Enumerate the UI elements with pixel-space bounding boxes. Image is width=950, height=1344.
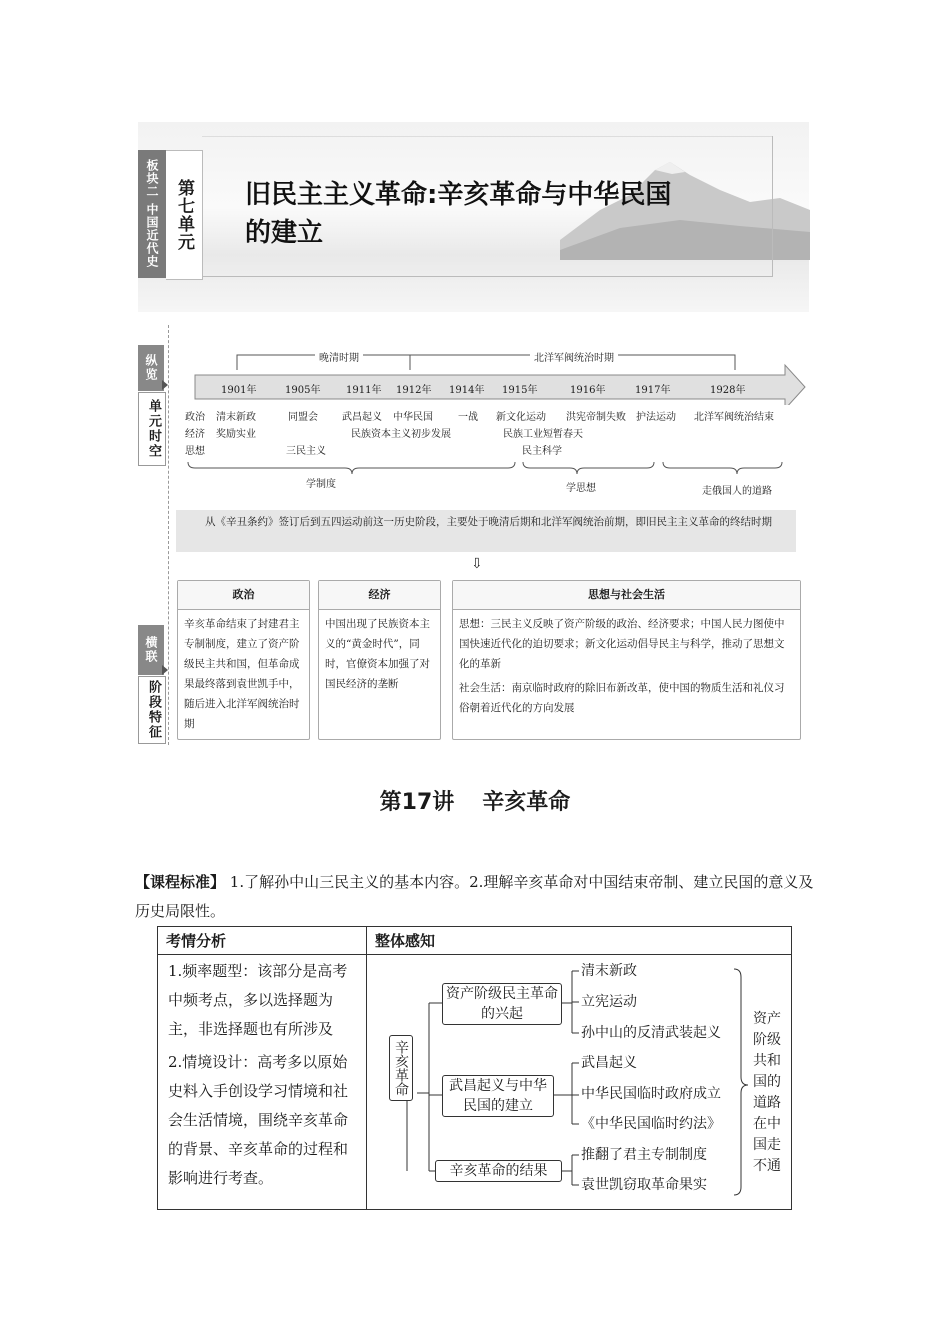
year-label: 1912年: [396, 385, 432, 396]
event: 三民主义: [286, 446, 326, 457]
mindmap-root: 辛亥革命: [389, 1035, 413, 1101]
lecture-name: 辛亥革命: [482, 790, 571, 815]
event: 洪宪帝制失败: [566, 412, 626, 423]
event: 清末新政: [216, 412, 256, 423]
mindmap: [367, 955, 791, 1209]
row-label-thought: 思想: [185, 446, 205, 457]
event: 护法运动: [636, 412, 676, 423]
card-politics: [177, 580, 310, 740]
unit-title: [245, 176, 745, 252]
down-arrow-icon: ⇩: [471, 556, 483, 572]
year-label: 1905年: [285, 385, 321, 396]
mindmap-branch-wuchang: 武昌起义与中华民国的建立: [442, 1075, 554, 1117]
table-header-overview: 整体感知: [367, 927, 792, 955]
card-thought-society: [452, 580, 801, 740]
side-dashed-line: [168, 325, 169, 745]
lecture-title: [0, 785, 950, 816]
table-header-analysis: 考情分析: [158, 927, 367, 955]
mindmap-item: 孙中山的反清武装起义: [581, 1025, 721, 1041]
card-thought-body-1: 思想：三民主义反映了资产阶级的政治、经济要求；中国人民力图使中国快速近代化的迫切要求；新文化运动倡导民主与科学，推动了思想文化的革新: [459, 618, 785, 670]
analysis-cell: [158, 955, 367, 1210]
event: 中华民国: [393, 412, 433, 423]
card-politics-title: 政治: [178, 581, 309, 610]
course-standard-label: 【课程标准】: [135, 873, 226, 891]
event: 民族工业短暂春天: [503, 429, 583, 440]
row-label-economy: 经济: [185, 429, 205, 440]
card-economy-title: 经济: [319, 581, 440, 610]
analysis-context: 2.情境设计：高考多以原始史料入手创设学习情境和社会生活情境，围绕辛亥革命的背景、辛亥革命的过程和影响进行考查。: [168, 1053, 349, 1187]
event: 民主科学: [522, 446, 562, 457]
period-late-qing: 晚清时期: [315, 349, 363, 364]
banner-bottom-line: [202, 276, 772, 277]
brace-label-thought: 学思想: [566, 483, 596, 494]
brace-lines: [185, 460, 795, 482]
banner-right-line: [772, 136, 773, 277]
mindmap-item: 清末新政: [581, 963, 637, 979]
card-economy-body: 中国出现了民族资本主义的“黄金时代”，同时，官僚资本加强了对国民经济的垄断: [325, 618, 430, 690]
brace-label-russia: 走俄国人的道路: [702, 486, 772, 497]
banner-top-line: [202, 136, 772, 137]
mindmap-branch-rise: 资产阶级民主革命的兴起: [442, 983, 562, 1025]
course-standard: [135, 868, 815, 926]
mindmap-item: 武昌起义: [581, 1055, 637, 1071]
event: 武昌起义: [342, 412, 382, 423]
arrow-icon: [162, 380, 168, 390]
event: 新文化运动: [496, 412, 546, 423]
tag-unit-time-space: 单元时空: [138, 392, 166, 466]
tag-horizontal: 横联: [138, 625, 164, 675]
arrow-icon: [162, 665, 168, 675]
analysis-frequency: 1.频率题型：该部分是高考中频考点，多以选择题为主，非选择题也有所涉及: [168, 962, 348, 1038]
year-label: 1916年: [570, 385, 606, 396]
row-label-politics: 政治: [185, 412, 205, 423]
mindmap-item: 袁世凯窃取革命果实: [581, 1177, 707, 1193]
tag-stage-features: 阶段特征: [138, 676, 166, 744]
mindmap-branch-result: 辛亥革命的结果: [435, 1160, 562, 1182]
event: 一战: [458, 412, 478, 423]
event: 民族资本主义初步发展: [351, 429, 451, 440]
mindmap-lines: [367, 955, 791, 1209]
mindmap-item: 《中华民国临时约法》: [581, 1116, 721, 1132]
tag-vertical-overview: 纵览: [138, 345, 164, 391]
mindmap-item: 中华民国临时政府成立: [581, 1086, 721, 1102]
event: 北洋军阀统治结束: [694, 412, 774, 423]
mindmap-cell: [367, 955, 792, 1210]
analysis-table: [157, 926, 792, 1210]
timeline-graphic: [190, 345, 810, 405]
year-label: 1911年: [346, 385, 382, 396]
unit-title-line-2: 的建立: [245, 218, 324, 248]
year-label: 1901年: [221, 385, 257, 396]
year-label: 1917年: [635, 385, 671, 396]
card-economy: [318, 580, 441, 740]
card-thought-body-2: 社会生活：南京临时政府的除旧布新改革，使中国的物质生活和礼仪习俗朝着近代化的方向发展: [459, 682, 785, 714]
unit-label: 第七单元: [166, 150, 203, 280]
block-label: 板块二 中国近代史: [138, 150, 166, 278]
year-label: 1915年: [502, 385, 538, 396]
mindmap-item: 立宪运动: [581, 994, 637, 1010]
period-beiyang: 北洋军阀统治时期: [530, 349, 618, 364]
card-thought-title: 思想与社会生活: [453, 581, 800, 610]
lecture-number: 第17讲: [379, 790, 455, 815]
year-label: 1928年: [710, 385, 746, 396]
mindmap-conclusion: 资产阶级共和国的道路在中国走不通: [753, 1011, 781, 1174]
mindmap-item: 推翻了君主专制制度: [581, 1147, 707, 1163]
card-politics-body: 辛亥革命结束了封建君主专制制度，建立了资产阶级民主共和国，但革命成果最终落到袁世凯手中，随后进入北洋军阀统治时期: [184, 618, 300, 730]
year-label: 1914年: [449, 385, 485, 396]
event: 同盟会: [288, 412, 318, 423]
brace-label-system: 学制度: [306, 479, 336, 490]
course-standard-text: 1.了解孙中山三民主义的基本内容。2.理解辛亥革命对中国结束帝制、建立民国的意义及历史局限性。: [135, 873, 814, 920]
period-summary: 从《辛丑条约》签订后到五四运动前这一历史阶段，主要处于晚清后期和北洋军阀统治前期，即旧民主主义革命的终结时期: [176, 510, 796, 552]
event: 奖励实业: [216, 429, 256, 440]
unit-title-line-1: 旧民主主义革命:辛亥革命与中华民国: [245, 180, 672, 210]
